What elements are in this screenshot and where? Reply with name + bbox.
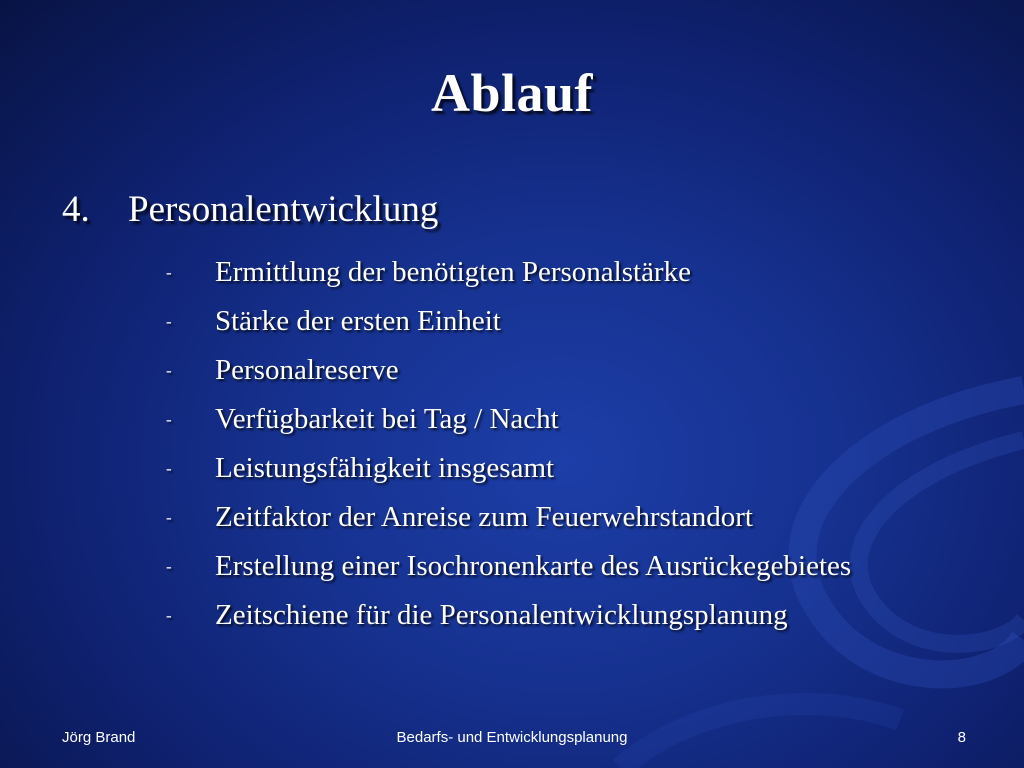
dash-bullet: - <box>166 605 172 625</box>
list-item <box>160 542 851 591</box>
list-item <box>160 346 851 395</box>
list-item-text: Verfügbarkeit bei Tag / Nacht <box>215 403 559 435</box>
dash-bullet: - <box>166 311 172 331</box>
footer-author: Jörg Brand <box>62 729 136 746</box>
dash-bullet: - <box>166 360 172 380</box>
list-item <box>160 493 851 542</box>
list-item <box>160 591 851 640</box>
list-item-text: Zeitschiene für die Personalentwicklungsplanung <box>215 599 788 631</box>
bullet-list <box>160 248 851 640</box>
footer-topic: Bedarfs- und Entwicklungsplanung <box>396 729 628 746</box>
list-item-text: Leistungsfähigkeit insgesamt <box>215 452 555 484</box>
slide-title: Ablauf <box>430 63 594 123</box>
list-item <box>160 395 851 444</box>
section-heading <box>62 188 438 231</box>
dash-bullet: - <box>166 507 172 527</box>
section-number: 4. <box>62 189 90 230</box>
dash-bullet: - <box>166 409 172 429</box>
list-item <box>160 297 851 346</box>
footer-page-number: 8 <box>957 729 966 746</box>
dash-bullet: - <box>166 556 172 576</box>
list-item-text: Personalreserve <box>215 354 399 386</box>
dash-bullet: - <box>166 262 172 282</box>
list-item-text: Ermittlung der benötigten Personalstärke <box>215 256 691 288</box>
list-item <box>160 248 851 297</box>
list-item-text: Erstellung einer Isochronenkarte des Ausrückegebietes <box>215 550 852 582</box>
list-item-text: Stärke der ersten Einheit <box>215 305 501 337</box>
list-item <box>160 444 851 493</box>
list-item-text: Zeitfaktor der Anreise zum Feuerwehrstandort <box>215 501 753 533</box>
dash-bullet: - <box>166 458 172 478</box>
section-title: Personalentwicklung <box>128 189 439 230</box>
